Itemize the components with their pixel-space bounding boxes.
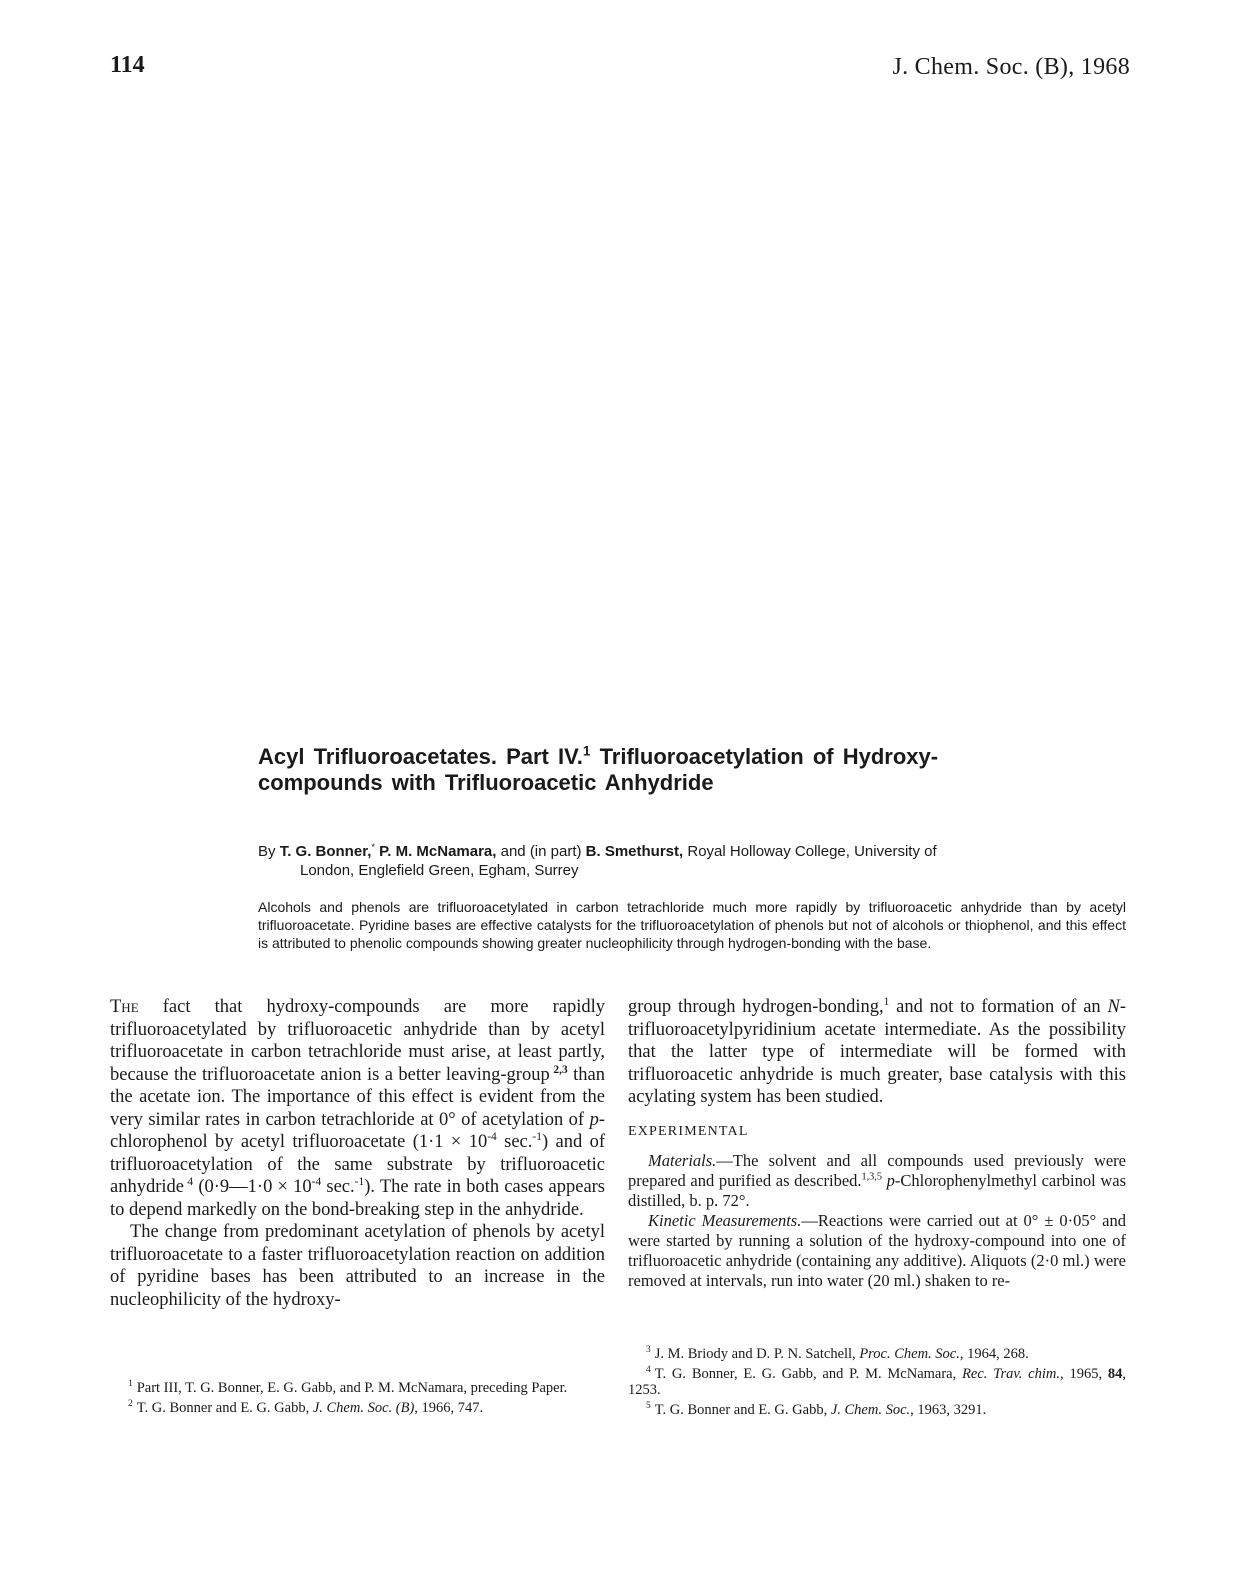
footnote-text: J. M. Briody and D. P. N. Satchell,	[654, 1345, 860, 1362]
footnote	[628, 1398, 1126, 1418]
ref-1-3-5: 1,3,5	[861, 1171, 882, 1183]
paragraph-3	[628, 996, 1126, 1109]
p3-text-a: group through hydrogen-bonding,	[628, 997, 884, 1017]
affiliation-part-1: Royal Holloway College, University of	[683, 843, 937, 860]
footnote-text: Part III, T. G. Bonner, E. G. Gabb, and P. M. McNamara, preceding Paper.	[136, 1379, 568, 1396]
byline-and-part: and (in part)	[496, 843, 586, 860]
kinetic-paragraph	[628, 1211, 1126, 1291]
footnote-volume: 84	[1107, 1365, 1123, 1382]
footnote-citation: , 1965,	[1060, 1365, 1108, 1382]
footnote-number: 4	[646, 1364, 651, 1375]
footnote-journal: Rec. Trav. chim.	[962, 1365, 1060, 1382]
footnote-number: 2	[128, 1398, 133, 1409]
footnote-journal: Proc. Chem. Soc.	[859, 1345, 960, 1362]
p1-text-c: -chlorophenol by acetyl trifluoroacetate (1·1 × 10	[110, 1109, 605, 1152]
paragraph-2: The change from predominant acetylation of phenols by acetyl trifluoroacetate to a faster trifluoroacetylation reaction on addition of pyridine bases has been attributed to an increase in the nucleophilicity of the hydroxy-	[110, 1222, 605, 1310]
paragraph-1	[110, 996, 605, 1221]
p1-text-d: sec.	[496, 1132, 533, 1152]
title-line-1: Acyl Trifluoroacetates. Part IV.	[258, 744, 583, 769]
p1-text-g: sec.	[321, 1177, 355, 1197]
affiliation-part-2: London, Englefield Green, Egham, Surrey	[300, 862, 579, 879]
footnote-citation: , 1963, 3291.	[910, 1401, 987, 1418]
p1-text-h: ). The rate in both cases appears to depend markedly on the bond-breaking step in the anhydride.	[110, 1177, 606, 1220]
experimental-heading: EXPERIMENTAL	[628, 1123, 749, 1139]
materials-paragraph	[628, 1151, 1126, 1211]
footnote-number: 5	[646, 1400, 651, 1411]
footnote-text: T. G. Bonner and E. G. Gabb,	[136, 1399, 313, 1416]
footnote	[110, 1376, 605, 1396]
kinetic-text: —Reactions were carried out at 0° ± 0·05° and were started by running a solution of the hydroxy-compound into one of trifluoroacetic anhydride (containing any additive). Aliquots (2·0 ml.) were removed at intervals, run into water (20 ml.) shaken to re-	[628, 1211, 1126, 1290]
materials-text-a: —The solvent and all compounds used previously were prepared and purified as described.	[628, 1151, 1126, 1190]
footnote-citation: , 1964, 268.	[959, 1345, 1029, 1362]
materials-label: Materials.	[648, 1151, 717, 1170]
footnotes-right	[628, 1342, 1126, 1417]
ref-2-3: 2,3	[549, 1063, 568, 1076]
title-line-1-rest: Trifluoroacetylation of Hydroxy-	[590, 744, 939, 769]
p1-exponent-3: -4	[311, 1175, 322, 1188]
footnote-text: T. G. Bonner and E. G. Gabb,	[654, 1401, 831, 1418]
author-mcnamara: P. M. McNamara,	[375, 843, 497, 860]
footnote-number: 3	[646, 1345, 651, 1355]
p1-text-b: than the acetate ion. The importance of this effect is evident from the very similar rates in carbon tetrachloride at 0° of acetylation of	[110, 1064, 606, 1130]
p1-exponent-4: -1	[354, 1175, 365, 1188]
p1-exponent-1: -4	[487, 1130, 497, 1143]
column-right	[628, 996, 1126, 1291]
author-smethurst: B. Smethurst,	[585, 843, 684, 860]
ref-4: 4	[183, 1175, 194, 1188]
footnote	[628, 1362, 1126, 1398]
ref-1: 1	[883, 995, 890, 1008]
footnote-text: T. G. Bonner, E. G. Gabb, and P. M. McNamara,	[654, 1365, 963, 1382]
footnote-citation: , 1966, 747.	[414, 1399, 484, 1416]
page-number: 114	[110, 52, 145, 78]
byline-by: By	[258, 843, 280, 860]
dropword-the: The	[110, 997, 139, 1017]
author-bonner: T. G. Bonner,	[279, 843, 372, 860]
materials-text-b: -Chlorophenylmethyl carbinol was distilled, b. p. 72°.	[628, 1171, 1126, 1210]
byline	[258, 842, 1126, 880]
footnote	[110, 1396, 605, 1416]
footnote-journal: J. Chem. Soc.	[830, 1401, 911, 1418]
journal-reference: J. Chem. Soc. (B), 1968	[892, 54, 1130, 80]
p1-text-e: ) and of trifluoroacetylation of the same substrate by trifluoroacetic anhydride	[110, 1132, 605, 1197]
kinetic-label: Kinetic Measurements.	[648, 1211, 802, 1230]
title-line-2: compounds with Trifluoroacetic Anhydride	[258, 770, 714, 795]
corresponding-mark: *	[371, 842, 375, 852]
p1-text-a: fact that hydroxy-compounds are more rapidly trifluoroacetylated by trifluoroacetic anhydride than by acetyl trifluoroacetate in carbon tetrachloride must arise, at least partly, because the trifluoroacetate anion is a better leaving-group	[110, 997, 605, 1085]
p1-text-f: (0·9—1·0 × 10	[193, 1177, 312, 1197]
footnotes-left	[110, 1376, 605, 1416]
abstract: Alcohols and phenols are trifluoroacetylated in carbon tetrachloride much more rapidly by trifluoroacetic anhydride than by acetyl trifluoroacetate. Pyridine bases are effective catalysts for the trifluoroacetylation of phenols but not of alcohols or thiophenol, and this effect is attributed to phenolic compounds showing greater nucleophilicity through hydrogen-bonding with the base.	[258, 899, 1126, 951]
p1-italic-p: p	[589, 1109, 599, 1130]
footnote-number: 1	[128, 1379, 133, 1389]
article-title	[258, 744, 1128, 796]
p3-text-c: -trifluoroacetylpyridinium acetate intermediate. As the possibility that the latter type of intermediate will be formed with trifluoroacetic anhydride is much greater, base catalysis with this acylating system has been studied.	[628, 997, 1126, 1107]
title-reference: 1	[582, 743, 591, 759]
p1-exponent-2: -1	[532, 1130, 542, 1143]
column-left	[110, 996, 605, 1311]
p3-text-b: and not to formation of an	[889, 997, 1108, 1017]
footnote-journal: J. Chem. Soc. (B)	[312, 1399, 415, 1416]
materials-italic-p: p	[886, 1171, 895, 1190]
p3-italic-n: N	[1107, 997, 1120, 1017]
footnote-pages: , 1253.	[628, 1365, 1127, 1398]
footnote	[628, 1342, 1126, 1362]
